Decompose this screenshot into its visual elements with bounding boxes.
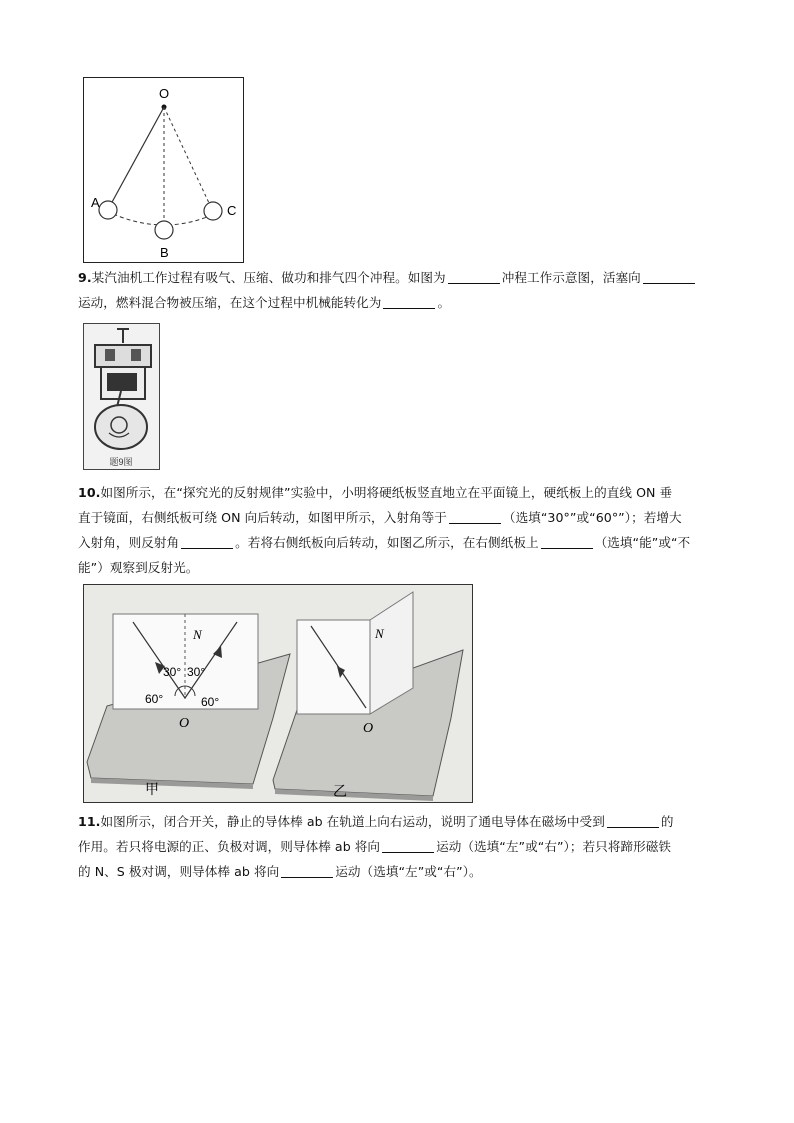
angle-30-right: 30° <box>187 665 206 679</box>
answer-blank[interactable] <box>643 269 695 284</box>
label-o-jia: O <box>179 716 190 731</box>
answer-blank[interactable] <box>382 838 434 853</box>
label-n-jia: N <box>193 627 202 642</box>
answer-blank[interactable] <box>607 813 659 828</box>
question-11: 11.如图所示，闭合开关，静止的导体棒 ab 在轨道上向右运动，说明了通电导体在磁场中受到 的 作用。若只将电源的正、负极对调，则导体棒 ab 将向 运动（选填“左”或“右”）；若只将蹄形磁铁 的 N、S 极对调，则导体棒 ab 将向 运动（选填“左”或“右”）。 <box>78 814 674 879</box>
angle-60-left: 60° <box>145 692 164 706</box>
caption-yi: 乙 <box>333 783 347 799</box>
reflection-figure <box>83 584 473 803</box>
pendulum-label-c: C <box>227 203 237 218</box>
pendulum-label-o: O <box>158 86 170 101</box>
pendulum-label-b: B <box>160 245 169 260</box>
engine-figure-caption: 题9图 <box>109 457 133 467</box>
angle-60-right: 60° <box>201 695 220 709</box>
question-number: 9. <box>78 270 92 285</box>
label-n-yi: N <box>375 626 384 641</box>
question-9: 9.某汽油机工作过程有吸气、压缩、做功和排气四个冲程。如图为 冲程工作示意图，活塞向 运动，燃料混合物被压缩，在这个过程中机械能转化为 。 <box>78 265 718 315</box>
question-number: 11. <box>78 814 101 829</box>
answer-blank[interactable] <box>449 509 501 524</box>
label-o-yi: O <box>363 721 374 736</box>
answer-blank[interactable] <box>448 269 500 284</box>
answer-blank[interactable] <box>541 534 593 549</box>
question-10: 10.如图所示，在“探究光的反射规律”实验中，小明将硬纸板竖直地立在平面镜上，硬纸板上的直线 ON 垂 直于镜面，右侧纸板可绕 ON 向后转动，如图甲所示，入射角等于 （选填“30°”或“60°”）；若增大 入射角，则反射角 。若将右侧纸板向后转动，如图乙所示，在右侧纸板上 （选填“能”或“不 能”）观察到反射光。 <box>78 485 691 575</box>
angle-30-left: 30° <box>163 665 182 679</box>
answer-blank[interactable] <box>281 863 333 878</box>
pendulum-label-a: A <box>91 195 100 210</box>
question-number: 10. <box>78 485 101 500</box>
answer-blank[interactable] <box>181 534 233 549</box>
pendulum-figure <box>83 77 244 263</box>
caption-jia: 甲 <box>145 781 159 797</box>
engine-figure <box>83 323 160 470</box>
answer-blank[interactable] <box>383 294 435 309</box>
